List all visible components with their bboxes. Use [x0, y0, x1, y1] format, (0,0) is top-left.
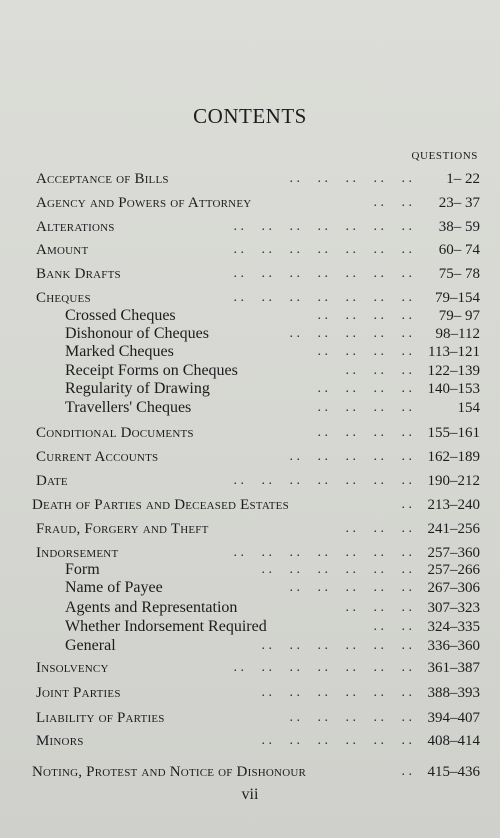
toc-entry: [0, 496, 500, 514]
question-range: 307–323: [427, 600, 480, 616]
entry-title: Whether Indorsement Required: [65, 618, 267, 635]
entry-title: Dishonour of Cheques: [65, 325, 209, 342]
toc-entry: [0, 709, 500, 727]
toc-entry: [0, 289, 500, 307]
toc-entry: [0, 472, 500, 490]
leader-dots: . . . .: [373, 619, 412, 634]
toc-subentry: [0, 399, 500, 417]
leader-dots: . . . . . . . . . . . .: [261, 638, 412, 653]
toc-subentry: [0, 380, 500, 398]
column-header: QUESTIONS: [411, 150, 478, 162]
leader-dots: . . . . . . . . . .: [289, 580, 412, 595]
question-range: 213–240: [427, 497, 480, 513]
question-range: 1– 22: [446, 171, 480, 187]
question-range: 324–335: [427, 619, 480, 635]
toc-subentry: [0, 307, 500, 325]
entry-title: Amount: [36, 242, 89, 258]
question-range: 154: [457, 400, 480, 416]
toc-entry: [0, 241, 500, 259]
question-range: 336–360: [427, 638, 480, 654]
entry-title: Date: [36, 473, 68, 489]
page-number: vii: [241, 786, 259, 803]
toc-subentry: [0, 579, 500, 597]
leader-dots: . . . . . . . . . .: [289, 710, 412, 725]
leader-dots: . .: [401, 497, 412, 512]
leader-dots: . . . . . . . . . . . . . .: [233, 545, 412, 560]
entry-title: Death of Parties and Deceased Estates: [32, 497, 289, 513]
question-range: 122–139: [427, 363, 480, 379]
entry-title: Form: [65, 561, 100, 578]
entry-title: Crossed Cheques: [65, 307, 176, 324]
leader-dots: . . . . . .: [345, 363, 412, 378]
entry-title: Insolvency: [36, 660, 109, 676]
toc-entry: [0, 424, 500, 442]
entry-title: Travellers' Cheques: [65, 399, 192, 416]
entry-title: General: [65, 637, 116, 654]
entry-title: Alterations: [36, 219, 115, 235]
leader-dots: . . . . . . . . . . . .: [261, 562, 412, 577]
entry-title: Agents and Representation: [65, 599, 238, 616]
leader-dots: . . . . . . . .: [317, 400, 412, 415]
page-title: CONTENTS: [193, 104, 307, 128]
leader-dots: . . . .: [373, 195, 412, 210]
toc-subentry: [0, 343, 500, 361]
entry-title: Indorsement: [36, 545, 119, 561]
question-range: 38– 59: [438, 219, 480, 235]
question-range: 241–256: [427, 521, 480, 537]
entry-title: Minors: [36, 733, 84, 749]
toc-entry: [0, 520, 500, 538]
leader-dots: . . . . . . . . . . . . . .: [233, 219, 412, 234]
entry-title: Agency and Powers of Attorney: [36, 195, 252, 211]
leader-dots: . . . . . .: [345, 521, 412, 536]
question-range: 98–112: [435, 326, 480, 342]
question-range: 394–407: [427, 710, 480, 726]
question-range: 140–153: [427, 381, 480, 397]
entry-title: Conditional Documents: [36, 425, 194, 441]
leader-dots: . . . . . . . . . .: [289, 449, 412, 464]
toc-entry: [0, 659, 500, 677]
question-range: 79–154: [435, 290, 480, 306]
toc-entry: [0, 684, 500, 702]
leader-dots: . .: [401, 764, 412, 779]
entry-title: Current Accounts: [36, 449, 159, 465]
toc-entry: [0, 194, 500, 212]
leader-dots: . . . . . . . . . .: [289, 326, 412, 341]
toc-entry: [0, 732, 500, 750]
toc-subentry: [0, 618, 500, 636]
entry-title: Acceptance of Bills: [36, 171, 169, 187]
entry-title: Marked Cheques: [65, 343, 174, 360]
leader-dots: . . . . . . . . . . . .: [261, 733, 412, 748]
toc-subentry: [0, 325, 500, 343]
question-range: 408–414: [427, 733, 480, 749]
question-range: 267–306: [427, 580, 480, 596]
leader-dots: . . . . . . . . . . . . . .: [233, 290, 412, 305]
toc-entry: [0, 265, 500, 283]
leader-dots: . . . . . . . .: [317, 381, 412, 396]
leader-dots: . . . . . . . .: [317, 425, 412, 440]
entry-title: Bank Drafts: [36, 266, 121, 282]
toc-entry: [0, 763, 500, 781]
leader-dots: . . . . . . . .: [317, 308, 412, 323]
leader-dots: . . . . . . . . . . . .: [261, 685, 412, 700]
question-range: 60– 74: [438, 242, 480, 258]
toc-entry: [0, 448, 500, 466]
toc-subentry: [0, 362, 500, 380]
entry-title: Regularity of Drawing: [65, 380, 210, 397]
question-range: 361–387: [427, 660, 480, 676]
leader-dots: . . . . . . . . . . . . . .: [233, 660, 412, 675]
question-range: 388–393: [427, 685, 480, 701]
leader-dots: . . . . . . . . . . . . . .: [233, 242, 412, 257]
question-range: 23– 37: [438, 195, 480, 211]
entry-title: Fraud, Forgery and Theft: [36, 521, 209, 537]
entry-title: Noting, Protest and Notice of Dishonour: [32, 764, 307, 780]
entry-title: Joint Parties: [36, 685, 121, 701]
entry-title: Cheques: [36, 290, 91, 306]
leader-dots: . . . . . . . . . .: [289, 171, 412, 186]
leader-dots: . . . . . . . . . . . . . .: [233, 266, 412, 281]
leader-dots: . . . . . . . .: [317, 344, 412, 359]
question-range: 257–266: [427, 562, 480, 578]
question-range: 162–189: [427, 449, 480, 465]
toc-entry: [0, 170, 500, 188]
question-range: 415–436: [427, 764, 480, 780]
entry-title: Liability of Parties: [36, 710, 165, 726]
toc-subentry: [0, 561, 500, 579]
question-range: 257–360: [427, 545, 480, 561]
toc-entry: [0, 544, 500, 562]
question-range: 190–212: [427, 473, 480, 489]
entry-title: Receipt Forms on Cheques: [65, 362, 238, 379]
entry-title: Name of Payee: [65, 579, 163, 596]
question-range: 155–161: [427, 425, 480, 441]
leader-dots: . . . . . . . . . . . . . .: [233, 473, 412, 488]
leader-dots: . . . . . .: [345, 600, 412, 615]
question-range: 75– 78: [438, 266, 480, 282]
question-range: 79– 97: [438, 308, 480, 324]
toc-subentry: [0, 637, 500, 655]
toc-entry: [0, 218, 500, 236]
question-range: 113–121: [428, 344, 480, 360]
toc-subentry: [0, 599, 500, 617]
